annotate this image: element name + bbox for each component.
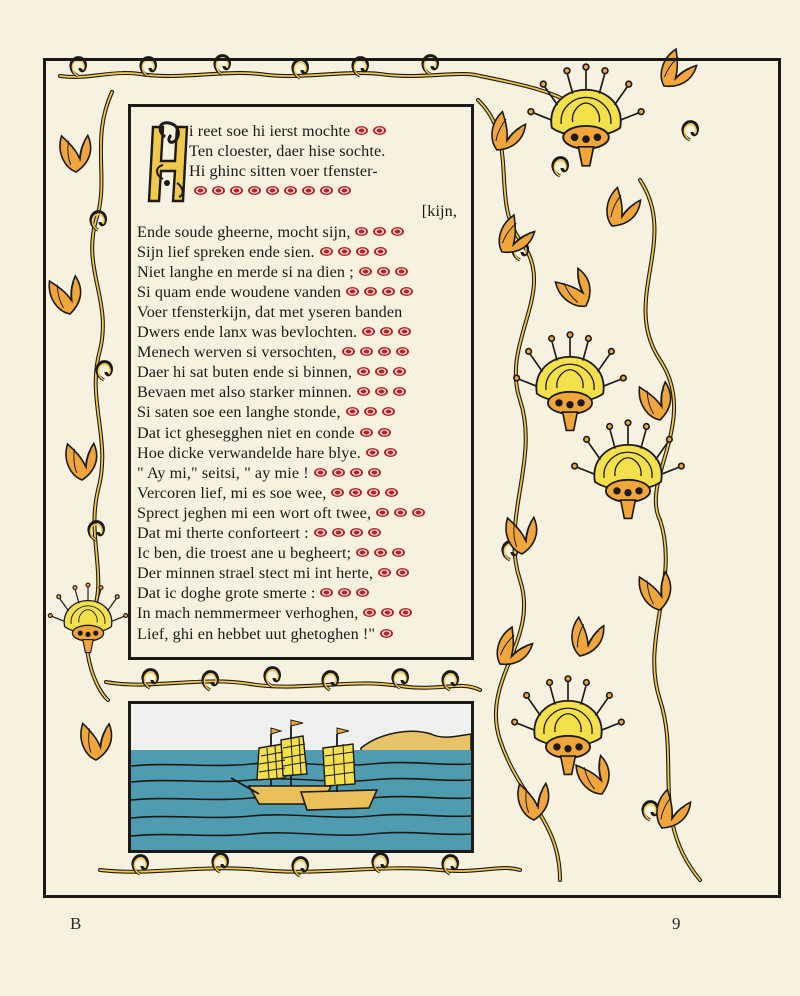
filler-ornament-icon [392,548,405,557]
poem-line-text: Hi ghinc sitten voer tfenster- [189,162,378,181]
poem-line [137,282,465,302]
poem-text [131,107,471,657]
filler-ornament-icon [332,528,345,537]
poem-line [137,483,465,503]
filler-ornament-icon [266,186,279,195]
poem-line-text: [kijn, [421,202,457,221]
filler-ornament-icon [338,186,351,195]
poem-line [137,463,465,483]
poem-line [137,503,465,523]
poem-line [137,322,465,342]
filler-ornament-icon [378,347,391,356]
poem-line [137,603,465,623]
poem-line [137,563,465,583]
poem-line [189,121,465,141]
filler-ornament-icon [368,528,381,537]
filler-ornament-icon [391,227,404,236]
filler-ornament-icon [382,287,395,296]
filler-ornament-icon [399,608,412,617]
poem-line-text: Dat ict ghesegghen niet en conde [137,423,355,442]
filler-ornament-icon [357,367,370,376]
filler-ornament-icon [380,327,393,336]
filler-ornament-icon [373,126,386,135]
poem-line [422,201,457,221]
poem-line-text: Niet langhe en merde si na dien ; [137,262,354,281]
poem-line-text: In mach nemmermeer verhoghen, [137,604,359,623]
poem-line-text: Voer tfensterkijn, dat met yseren banden [137,302,403,321]
poem-line-text: Dat mi therte conforteert : [137,524,309,542]
filler-ornament-icon [396,568,409,577]
filler-ornament-icon [393,387,406,396]
filler-ornament-icon [357,387,370,396]
filler-ornament-icon [360,428,373,437]
poem-line-text: Si saten soe een langhe stonde, [137,403,341,422]
filler-ornament-icon [366,448,379,457]
poem-line [137,362,465,382]
filler-ornament-icon [331,488,344,497]
poem-line [137,222,465,242]
poem-line [137,624,465,644]
poem-line-text: Ic ben, die troest ane u begheert; [137,544,352,563]
filler-ornament-icon [375,387,388,396]
page-number: 9 [672,914,681,933]
filler-ornament-icon [346,407,359,416]
filler-ornament-icon [381,608,394,617]
poem-line [189,181,465,201]
filler-ornament-icon [332,468,345,477]
filler-ornament-icon [364,287,377,296]
poem-line-text: Dat ic doghe grote smerte : [137,584,316,603]
filler-ornament-icon [363,608,376,617]
filler-ornament-icon [412,508,425,517]
poem-line-text: Daer hi sat buten ende si binnen, [137,363,353,382]
poem-line-text: Menech werven si versochten, [137,343,337,362]
filler-ornament-icon [314,528,327,537]
filler-ornament-icon [364,407,377,416]
poem-line [137,382,465,402]
filler-ornament-icon [320,247,333,256]
filler-ornament-icon [314,468,327,477]
filler-ornament-icon [338,588,351,597]
poem-line-text: Hoe dicke verwandelde hare blye. [137,443,361,462]
poem-line [137,242,465,262]
filler-ornament-icon [378,428,391,437]
filler-ornament-icon [355,126,368,135]
filler-ornament-icon [346,287,359,296]
filler-ornament-icon [302,186,315,195]
poem-line [189,141,465,161]
filler-ornament-icon [382,407,395,416]
poem-line-text: Ende soude gheerne, mocht sijn, [137,222,351,241]
poem-line-text: Ten cloester, daer hise sochte. [189,142,386,161]
ship-illustration [128,701,474,853]
filler-ornament-icon [395,267,408,276]
filler-ornament-icon [320,186,333,195]
filler-ornament-icon [349,488,362,497]
filler-ornament-icon [356,588,369,597]
poem-line-text: Lief, ghi en hebbet uut ghetoghen !" [137,624,376,643]
filler-ornament-icon [394,508,407,517]
filler-ornament-icon [284,186,297,195]
poem-panel [128,104,474,660]
poem-line [137,543,465,563]
poem-line [137,262,465,282]
filler-ornament-icon [374,548,387,557]
filler-ornament-icon [385,488,398,497]
poem-line-text: i reet soe hi ierst mochte [189,122,351,140]
filler-ornament-icon [356,548,369,557]
poem-line-text: Der minnen strael stect mi int herte, [137,564,374,583]
poem-line [137,302,465,322]
filler-ornament-icon [378,568,391,577]
filler-ornament-icon [248,186,261,195]
poem-line [189,161,465,181]
poem-line-text: Si quam ende woudene vanden [137,282,342,301]
filler-ornament-icon [230,186,243,195]
poem-line-text: Bevaen met also starker minnen. [137,383,352,402]
poem-line-text: Vercoren lief, mi es soe wee, [137,483,327,502]
ship-icon [131,704,471,850]
poem-line [137,423,465,443]
filler-ornament-icon [359,267,372,276]
filler-ornament-icon [320,588,333,597]
poem-line [137,443,465,463]
filler-ornament-icon [367,488,380,497]
poem-line [137,583,465,603]
filler-ornament-icon [374,247,387,256]
poem-line-text: Sprect jeghen mi een wort oft twee, [137,503,372,522]
filler-ornament-icon [212,186,225,195]
poem-line-text: Sijn lief spreken ende sien. [137,242,315,261]
filler-ornament-icon [342,347,355,356]
filler-ornament-icon [400,287,413,296]
filler-ornament-icon [384,448,397,457]
filler-ornament-icon [380,629,393,638]
poem-line [137,523,465,543]
filler-ornament-icon [398,327,411,336]
filler-ornament-icon [360,347,373,356]
poem-line-text: Dwers ende lanx was bevlochten. [137,323,358,341]
filler-ornament-icon [396,347,409,356]
filler-ornament-icon [368,468,381,477]
filler-ornament-icon [393,367,406,376]
filler-ornament-icon [362,327,375,336]
filler-ornament-icon [375,367,388,376]
poem-line [137,342,465,362]
signature-mark: B [70,914,82,933]
filler-ornament-icon [350,528,363,537]
filler-ornament-icon [376,508,389,517]
filler-ornament-icon [377,267,390,276]
filler-ornament-icon [373,227,386,236]
filler-ornament-icon [194,186,207,195]
filler-ornament-icon [350,468,363,477]
filler-ornament-icon [338,247,351,256]
filler-ornament-icon [355,227,368,236]
poem-line-text: " Ay mi," seitsi, " ay mie ! [137,463,309,482]
poem-line [137,402,465,422]
filler-ornament-icon [356,247,369,256]
